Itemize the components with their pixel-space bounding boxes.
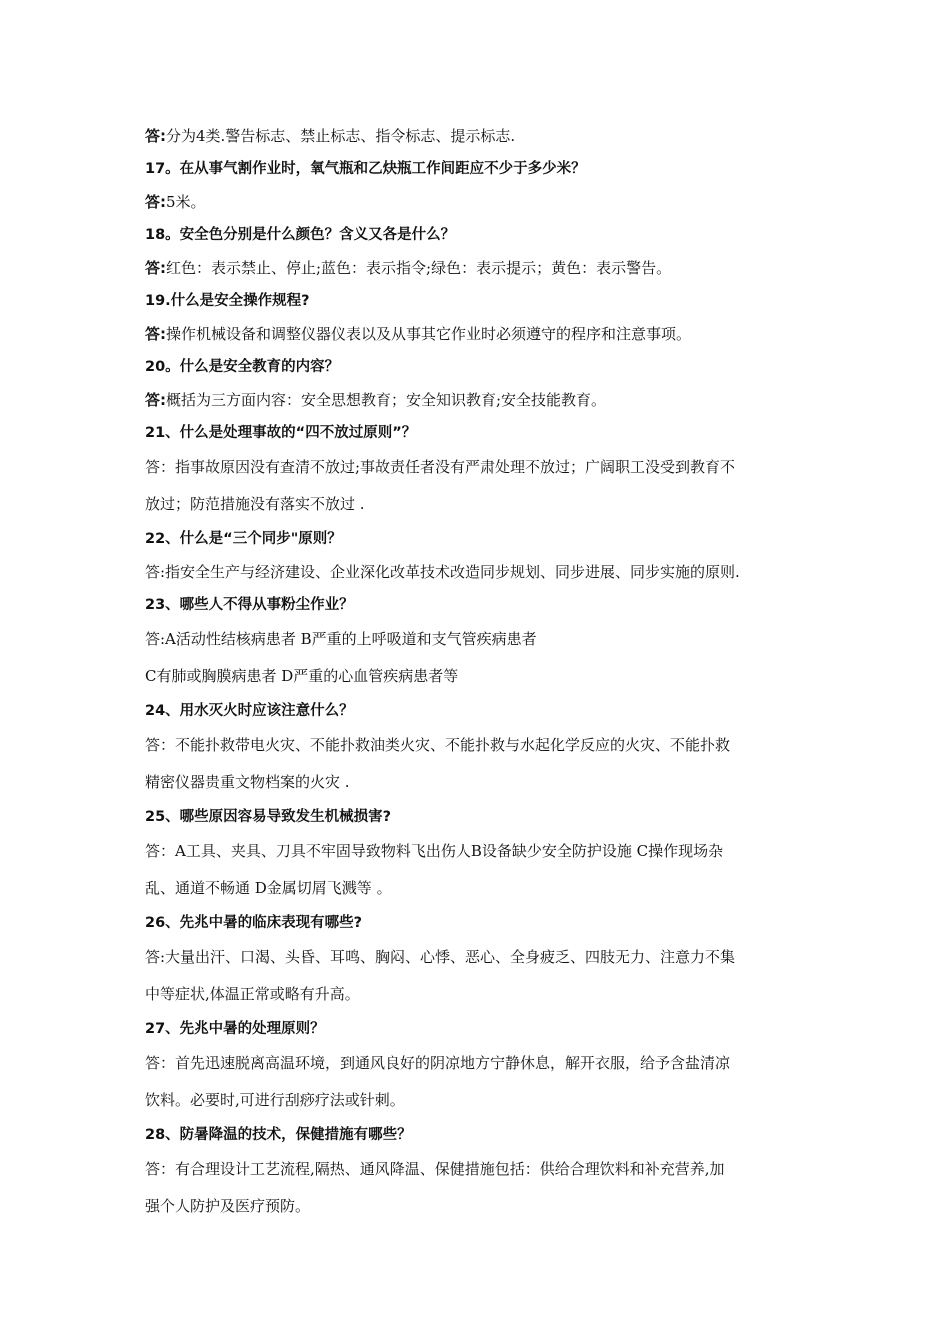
answer-line bbox=[145, 186, 825, 219]
question-line: 23、哪些人不得从事粉尘作业？ bbox=[145, 597, 354, 613]
answer-prefix: 答: bbox=[145, 193, 166, 211]
answer-text: 概括为三方面内容：安全思想教育；安全知识教育;安全技能教育。 bbox=[166, 391, 607, 409]
qa-text-body bbox=[145, 120, 825, 1225]
answer-prefix: 答: bbox=[145, 325, 166, 343]
answer-text: 分为4类.警告标志、禁止标志、指令标志、提示标志. bbox=[166, 127, 516, 145]
answer-text: 答:大量出汗、口渴、头昏、耳鸣、胸闷、心悸、恶心、全身疲乏、四肢无力、注意力不集 bbox=[145, 948, 736, 966]
answer-text: 答：首先迅速脱离高温环境，到通风良好的阴凉地方宁静休息，解开衣服，给予含盐清凉 bbox=[145, 1054, 731, 1072]
answer-line bbox=[145, 1152, 825, 1187]
answer-continuation-line: 中等症状,体温正常或略有升高。 bbox=[145, 985, 360, 1003]
question-line: 27、先兆中暑的处理原则？ bbox=[145, 1021, 325, 1037]
answer-line bbox=[145, 940, 825, 975]
answer-line bbox=[145, 728, 825, 763]
answer-text: 答：有合理设计工艺流程,隔热、通风降温、保健措施包括：供给合理饮料和补充营养,加 bbox=[145, 1160, 725, 1178]
answer-prefix: 答: bbox=[145, 259, 166, 277]
answer-prefix: 答: bbox=[145, 127, 166, 145]
answer-line bbox=[145, 318, 825, 351]
answer-continuation-line: 精密仪器贵重文物档案的火灾 . bbox=[145, 773, 350, 791]
answer-continuation-line: 饮料。必要时,可进行刮痧疗法或针刺。 bbox=[145, 1091, 405, 1109]
answer-text: 操作机械设备和调整仪器仪表以及从事其它作业时必须遵守的程序和注意事项。 bbox=[166, 325, 692, 343]
answer-continuation-line: 放过；防范措施没有落实不放过 . bbox=[145, 495, 365, 513]
answer-line bbox=[145, 120, 825, 153]
answer-text: 答：不能扑救带电火灾、不能扑救油类火灾、不能扑救与水起化学反应的火灾、不能扑救 bbox=[145, 736, 731, 754]
question-line: 20。什么是安全教育的内容？ bbox=[145, 359, 340, 375]
question-line: 21、什么是处理事故的“四不放过原则”？ bbox=[145, 425, 417, 441]
question-line: 26、先兆中暑的临床表现有哪些? bbox=[145, 915, 363, 931]
answer-prefix: 答: bbox=[145, 391, 166, 409]
answer-line bbox=[145, 450, 825, 485]
answer-text: 答：A工具、夹具、刀具不牢固导致物料飞出伤人B设备缺少安全防护设施 C操作现场杂 bbox=[145, 842, 724, 860]
answer-line bbox=[145, 1046, 825, 1081]
answer-line bbox=[145, 556, 825, 589]
answer-line bbox=[145, 384, 825, 417]
answer-line bbox=[145, 622, 825, 657]
answer-text: 答:A活动性结核病患者 B严重的上呼吸道和支气管疾病患者 bbox=[145, 630, 537, 648]
question-line: 19.什么是安全操作规程? bbox=[145, 293, 310, 309]
answer-text: 红色：表示禁止、停止;蓝色：表示指令;绿色：表示提示；黄色：表示警告。 bbox=[166, 259, 672, 277]
answer-continuation-line: C有肺或胸膜病患者 D严重的心血管疾病患者等 bbox=[145, 667, 459, 685]
question-line: 25、哪些原因容易导致发生机械损害? bbox=[145, 809, 392, 825]
question-line: 22、什么是“三个同步"原则？ bbox=[145, 531, 342, 547]
answer-text: 答:指安全生产与经济建设、企业深化改革技术改造同步规划、同步进展、同步实施的原则. bbox=[145, 563, 740, 581]
answer-text: 5米。 bbox=[166, 193, 206, 211]
answer-line bbox=[145, 252, 825, 285]
question-line: 24、用水灭火时应该注意什么？ bbox=[145, 703, 354, 719]
question-line: 17。在从事气割作业时，氧气瓶和乙炔瓶工作间距应不少于多少米？ bbox=[145, 161, 586, 177]
answer-text: 答：指事故原因没有查清不放过;事故责任者没有严肃处理不放过；广阔职工没受到教育不 bbox=[145, 458, 736, 476]
question-line: 28、防暑降温的技术，保健措施有哪些？ bbox=[145, 1127, 412, 1143]
answer-continuation-line: 强个人防护及医疗预防。 bbox=[145, 1197, 311, 1215]
answer-continuation-line: 乱、通道不畅通 D金属切屑飞溅等 。 bbox=[145, 879, 392, 897]
answer-line bbox=[145, 834, 825, 869]
question-line: 18。安全色分别是什么颜色？含义又各是什么？ bbox=[145, 227, 456, 243]
